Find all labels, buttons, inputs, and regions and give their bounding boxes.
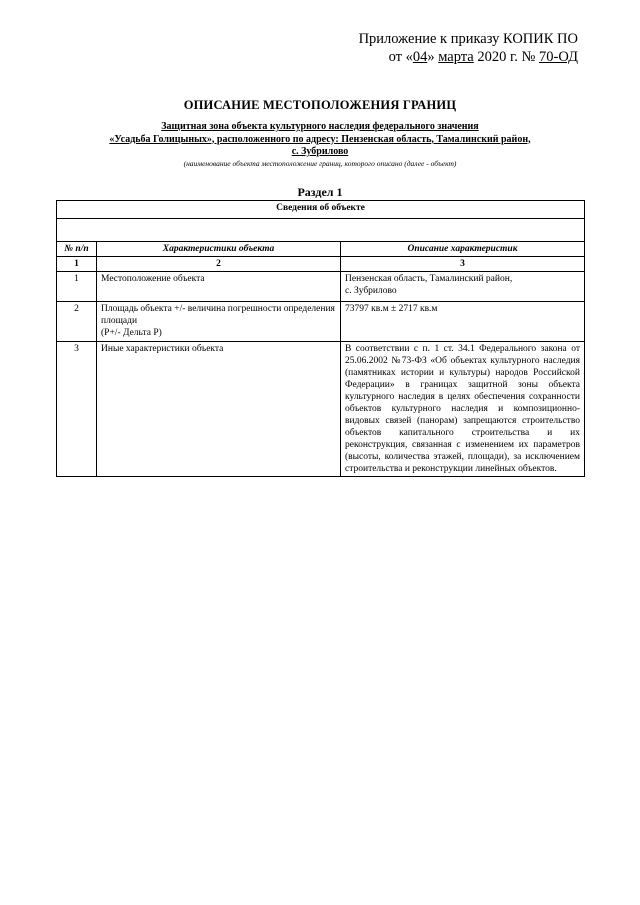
appendix-line1: Приложение к приказу КОПИК ПО: [358, 31, 578, 47]
table-column-numbers: [57, 257, 585, 272]
row-characteristic: Местоположение объекта: [97, 272, 341, 302]
row-num: 1: [57, 272, 97, 302]
appendix-date-prefix: от «: [388, 49, 413, 65]
column-number-1: 1: [57, 257, 97, 272]
row-description: [341, 272, 585, 302]
column-number-2: 2: [97, 257, 341, 272]
appendix-month: марта: [438, 49, 474, 65]
column-header-characteristic: Характеристики объекта: [97, 242, 341, 257]
row-description-line2: с. Зубрилово: [345, 286, 397, 296]
row-description: 73797 кв.м ± 2717 кв.м: [341, 302, 585, 342]
row-description-line1: Пензенская область, Тамалинский район,: [345, 274, 513, 284]
table-row: [57, 272, 585, 302]
appendix-reference: [278, 30, 578, 66]
row-description: В соответствии с п. 1 ст. 34.1 Федерального закона от 25.06.2002 №73-ФЗ «Об объектах культурного наследия (памятниках истории и культуры) народов Российской Федерации» в границах защитной зоны объекта культурного наследия в целях обеспечения сохранности объектов культурного наследия и композиционно-видовых связей (панорам) запрещаются строительство объектов капитального строительства и их реконструкция, связанная с изменением их параметров (высоты, количества этажей, площади), за исключением строительства и реконструкции линейных объектов.: [341, 342, 585, 477]
table-row: [57, 342, 585, 477]
appendix-day: 04: [412, 49, 428, 65]
table-spacer-row: [57, 219, 585, 242]
subtitle-caption: (наименование объекта местоположение границ, которого описано (далее - объект): [183, 159, 457, 168]
appendix-date-sep: »: [427, 49, 439, 65]
row-num: 3: [57, 342, 97, 477]
column-header-num: № п/п: [57, 242, 97, 257]
object-info-table: [56, 200, 585, 477]
subtitle-line1: Защитная зона объекта культурного наследия федерального значения: [161, 121, 479, 132]
appendix-year: 2020 г. №: [473, 49, 540, 65]
subtitle-line3: с. Зубрилово: [291, 146, 349, 157]
table-spacer-cell: [57, 219, 585, 242]
row-num: 2: [57, 302, 97, 342]
appendix-line2: [278, 48, 578, 66]
column-header-description: Описание характеристик: [341, 242, 585, 257]
table-header: Сведения об объекте: [57, 201, 585, 219]
appendix-order-number: 70-ОД: [539, 49, 578, 65]
table-row: [57, 302, 585, 342]
document-title: ОПИСАНИЕ МЕСТОПОЛОЖЕНИЯ ГРАНИЦ: [183, 98, 457, 112]
row-characteristic-line2: (P+/- Дельта P): [101, 328, 162, 338]
table-header-row: [57, 201, 585, 219]
table-column-headers: [57, 242, 585, 257]
row-characteristic: Иные характеристики объекта: [97, 342, 341, 477]
object-subtitle: [80, 121, 560, 159]
section-heading: Раздел 1: [297, 185, 343, 199]
subtitle-line2: «Усадьба Голицыных», расположенного по адресу: Пензенская область, Тамалинский район,: [109, 133, 531, 145]
row-characteristic-line1: Площадь объекта +/- величина погрешности определения площади: [101, 304, 335, 326]
row-characteristic: [97, 302, 341, 342]
column-number-3: 3: [341, 257, 585, 272]
